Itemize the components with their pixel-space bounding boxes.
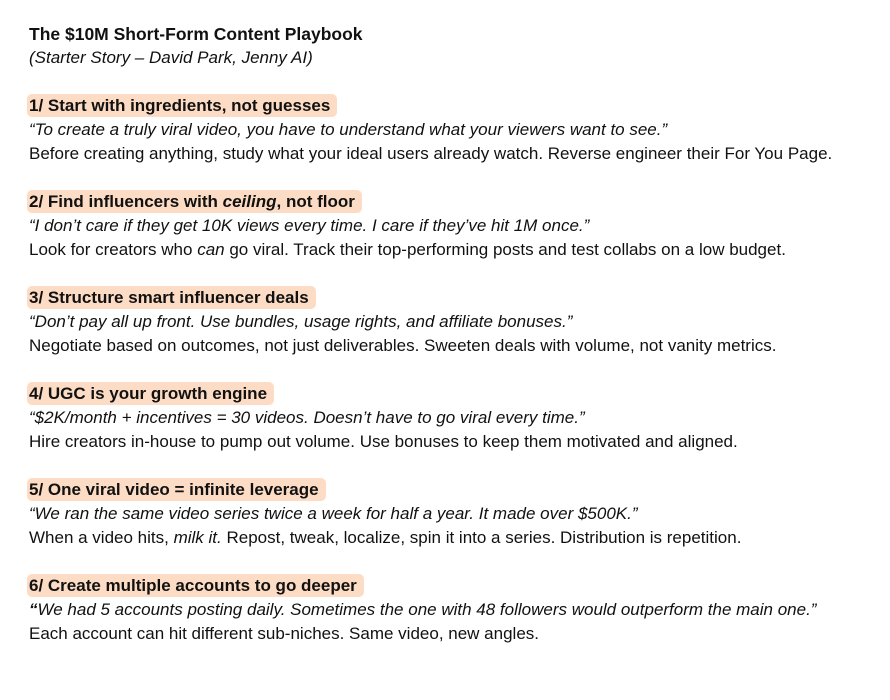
- section-heading: [27, 190, 362, 213]
- section-body: Before creating anything, study what your ideal users already watch. Reverse engineer their For You Page.: [29, 144, 833, 163]
- body-text: When a video hits,: [29, 528, 174, 547]
- document-subtitle: (Starter Story – David Park, Jenny AI): [29, 48, 313, 67]
- body-text: Look for creators who: [29, 240, 198, 259]
- body-emphasis: milk it.: [173, 528, 222, 547]
- section-4: [29, 382, 884, 454]
- section-quote: “I don’t care if they get 10K views every time. I care if they’ve hit 1M once.”: [29, 216, 590, 235]
- section-6: [29, 574, 884, 646]
- section-quote: [29, 598, 884, 622]
- heading-emphasis: ceiling: [222, 192, 277, 211]
- section-heading: 5/ One viral video = infinite leverage: [27, 478, 326, 501]
- quote-text: We had 5 accounts posting daily. Sometimes the one with 48 followers would outperform the main one.”: [37, 600, 817, 619]
- body-emphasis: can: [197, 240, 225, 259]
- section-heading: 3/ Structure smart influencer deals: [27, 286, 316, 309]
- section-body: [29, 526, 884, 550]
- body-text: go viral. Track their top-performing posts and test collabs on a low budget.: [224, 240, 786, 259]
- section-3: [29, 286, 884, 358]
- section-body: Negotiate based on outcomes, not just deliverables. Sweeten deals with volume, not vanity metrics.: [29, 336, 777, 355]
- section-quote: “To create a truly viral video, you have to understand what your viewers want to see.”: [29, 120, 668, 139]
- section-body: [29, 238, 884, 262]
- section-heading: 1/ Start with ingredients, not guesses: [27, 94, 337, 117]
- section-1: [29, 94, 884, 166]
- quote-mark: “: [29, 600, 38, 619]
- section-quote: “Don’t pay all up front. Use bundles, usage rights, and affiliate bonuses.”: [29, 312, 573, 331]
- body-text: Repost, tweak, localize, spin it into a series. Distribution is repetition.: [221, 528, 742, 547]
- section-2: [29, 190, 884, 262]
- heading-text: 2/ Find influencers with: [29, 192, 223, 211]
- section-5: [29, 478, 884, 550]
- section-body: Each account can hit different sub-niches. Same video, new angles.: [29, 624, 539, 643]
- section-heading: 6/ Create multiple accounts to go deeper: [27, 574, 364, 597]
- section-body: Hire creators in-house to pump out volume. Use bonuses to keep them motivated and aligned.: [29, 432, 738, 451]
- section-quote: “$2K/month + incentives = 30 videos. Doesn’t have to go viral every time.”: [29, 408, 585, 427]
- document-title: The $10M Short-Form Content Playbook: [29, 24, 363, 44]
- section-heading: 4/ UGC is your growth engine: [27, 382, 274, 405]
- section-quote: “We ran the same video series twice a week for half a year. It made over $500K.”: [29, 504, 638, 523]
- heading-text: , not floor: [276, 192, 355, 211]
